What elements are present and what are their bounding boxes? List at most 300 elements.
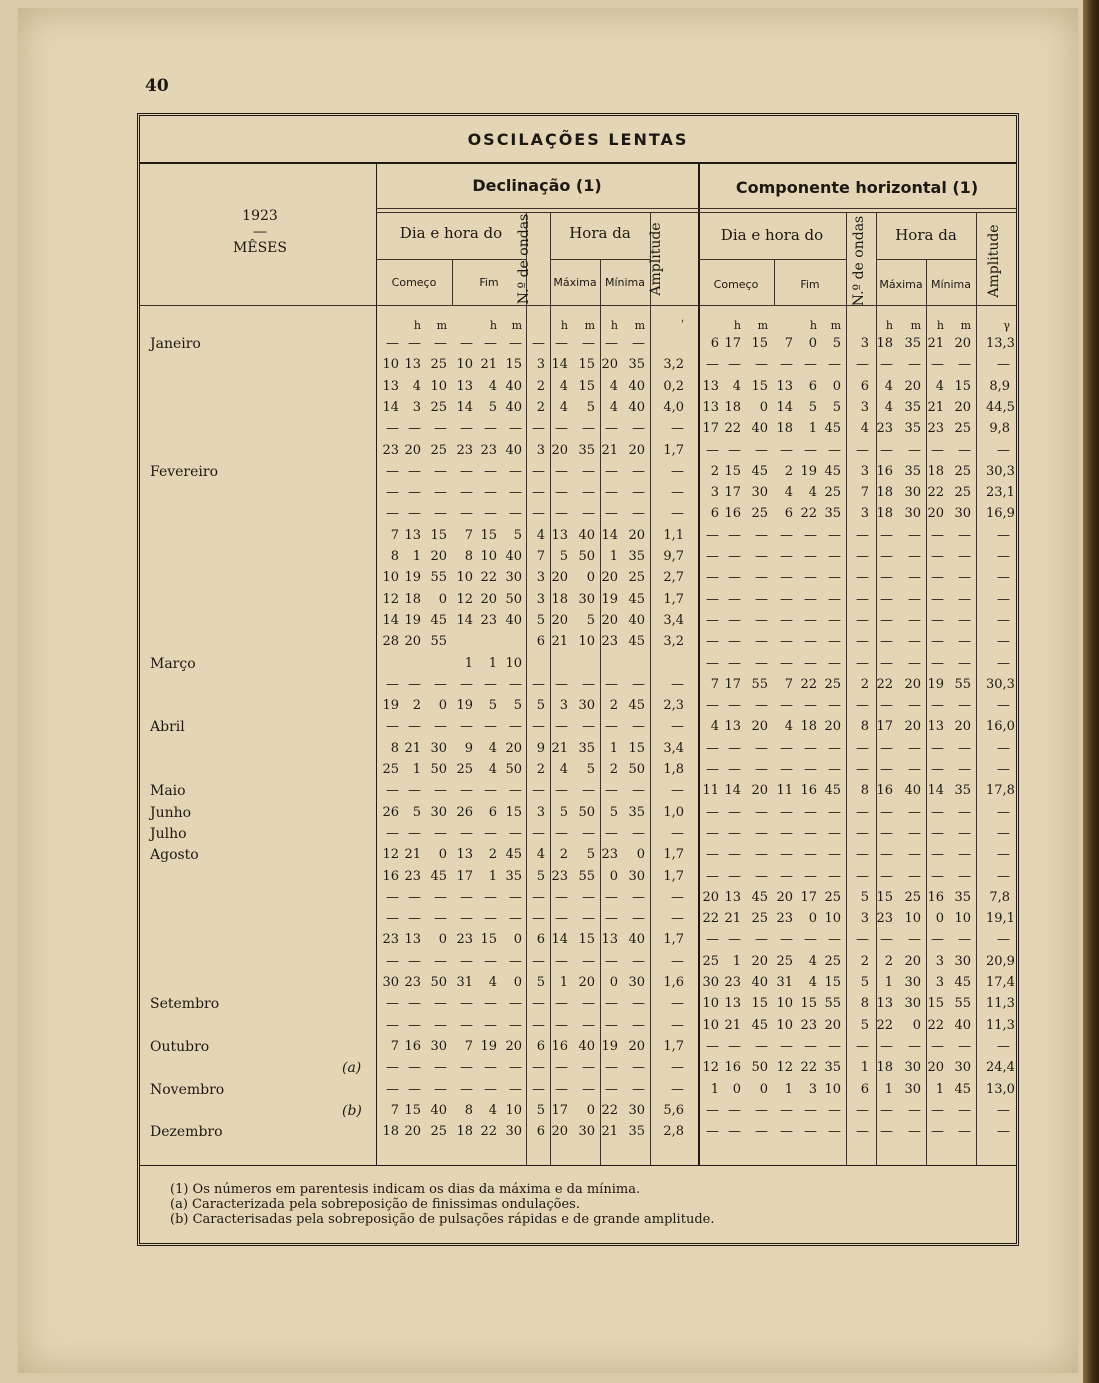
declinacao-cell: 10 xyxy=(430,379,447,394)
componente-cell: 35 xyxy=(904,421,921,436)
declinacao-cell: — xyxy=(532,1018,545,1033)
componente-cell: — xyxy=(880,357,893,372)
componente-cell: 5 xyxy=(808,400,817,415)
declinacao-cell: — xyxy=(460,1018,473,1033)
componente-cell: — xyxy=(958,570,971,585)
componente-cell: 3 xyxy=(860,911,869,926)
componente-cell: 13,3 xyxy=(986,336,1015,351)
declinacao-cell: — xyxy=(460,996,473,1011)
declinacao-cell: 2,7 xyxy=(663,570,684,585)
componente-cell: — xyxy=(828,1124,841,1139)
componente-cell: 25 xyxy=(954,485,971,500)
declinacao-cell: 35 xyxy=(628,805,645,820)
componente-cell: 11 xyxy=(702,783,719,798)
componente-cell: — xyxy=(931,357,944,372)
declinacao-cell: — xyxy=(509,826,522,841)
componente-cell: 30 xyxy=(904,1060,921,1075)
componente-cell: — xyxy=(908,869,921,884)
declinacao-cell: — xyxy=(434,996,447,1011)
declinacao-cell: 23 xyxy=(601,634,618,649)
declinacao-cell: 55 xyxy=(430,570,447,585)
componente-cell: 0 xyxy=(832,379,841,394)
declinacao-cell: — xyxy=(532,996,545,1011)
declinacao-cell: 22 xyxy=(601,1103,618,1118)
declinacao-cell: — xyxy=(460,485,473,500)
declinacao-cell: 1,7 xyxy=(663,932,684,947)
componente-cell: 40 xyxy=(904,783,921,798)
componente-cell: — xyxy=(958,443,971,458)
componente-cell: 15 xyxy=(724,464,741,479)
componente-cell: 13 xyxy=(724,719,741,734)
declinacao-cell: 5 xyxy=(536,1103,545,1118)
componente-cell: 1 xyxy=(884,1082,893,1097)
componente-cell: 13 xyxy=(724,890,741,905)
declinacao-cell: — xyxy=(605,911,618,926)
declinacao-cell: 13 xyxy=(601,932,618,947)
declinacao-cell: 13 xyxy=(551,528,568,543)
declinacao-cell: 0 xyxy=(513,932,522,947)
componente-cell: — xyxy=(997,762,1010,777)
declinacao-cell: — xyxy=(671,890,684,905)
componente-cell: 23 xyxy=(876,421,893,436)
unit-label: ʹ xyxy=(680,319,684,332)
declinacao-cell: — xyxy=(434,677,447,692)
componente-cell: 5 xyxy=(832,400,841,415)
declinacao-cell: — xyxy=(555,890,568,905)
componente-cell: 23 xyxy=(776,911,793,926)
declinacao-cell: 50 xyxy=(628,762,645,777)
declinacao-cell: — xyxy=(386,1082,399,1097)
declinacao-cell: 2 xyxy=(536,400,545,415)
componente-cell: 4 xyxy=(884,400,893,415)
declinacao-cell: 12 xyxy=(382,847,399,862)
componente-cell: — xyxy=(804,932,817,947)
componente-cell: 45 xyxy=(751,1018,768,1033)
componente-cell: 17 xyxy=(800,890,817,905)
declinacao-cell: 12 xyxy=(456,592,473,607)
componente-cell: — xyxy=(908,847,921,862)
componente-cell: 7,8 xyxy=(989,890,1010,905)
componente-cell: — xyxy=(997,528,1010,543)
decl-dia-hora-header: Dia e hora do xyxy=(399,224,503,242)
month-label: Setembro xyxy=(150,996,220,1012)
componente-cell: — xyxy=(804,805,817,820)
declinacao-cell: 4 xyxy=(488,762,497,777)
componente-cell: 3 xyxy=(860,400,869,415)
month-label: Março xyxy=(150,656,196,672)
declinacao-cell: — xyxy=(509,890,522,905)
componente-cell: — xyxy=(828,656,841,671)
componente-cell: — xyxy=(780,656,793,671)
componente-cell: 10 xyxy=(904,911,921,926)
declinacao-cell: — xyxy=(632,1082,645,1097)
declinacao-cell: 1,1 xyxy=(663,528,684,543)
componente-cell: 2 xyxy=(710,464,719,479)
declinacao-cell: — xyxy=(434,464,447,479)
componente-cell: — xyxy=(931,869,944,884)
componente-cell: 4 xyxy=(884,379,893,394)
declinacao-cell: 13 xyxy=(404,932,421,947)
componente-cell: — xyxy=(997,634,1010,649)
componente-cell: 30 xyxy=(904,996,921,1011)
componente-cell: 0 xyxy=(732,1082,741,1097)
componente-cell: 21 xyxy=(724,1018,741,1033)
componente-cell: — xyxy=(908,357,921,372)
declinacao-cell: — xyxy=(408,506,421,521)
declinacao-cell: 0 xyxy=(636,847,645,862)
declinacao-cell: — xyxy=(555,336,568,351)
year-label: 1923 xyxy=(242,208,278,224)
declinacao-cell: 6 xyxy=(488,805,497,820)
declinacao-cell: 20 xyxy=(404,1124,421,1139)
declinacao-cell: — xyxy=(555,464,568,479)
declinacao-cell: 21 xyxy=(551,741,568,756)
componente-cell: 4 xyxy=(935,379,944,394)
declinacao-cell: 18 xyxy=(551,592,568,607)
declinacao-cell: 10 xyxy=(382,570,399,585)
comp-sub-line-1 xyxy=(698,259,846,260)
declinacao-cell: 20 xyxy=(404,443,421,458)
declinacao-cell: — xyxy=(582,485,595,500)
declinacao-cell: 23 xyxy=(382,443,399,458)
componente-cell: — xyxy=(728,741,741,756)
declinacao-cell: 14 xyxy=(382,400,399,415)
declinacao-cell: 6 xyxy=(536,634,545,649)
declinacao-cell: — xyxy=(605,1018,618,1033)
componente-cell: 25 xyxy=(954,421,971,436)
declinacao-cell: — xyxy=(460,1060,473,1075)
declinacao-cell: — xyxy=(532,677,545,692)
componente-cell: 8,9 xyxy=(989,379,1010,394)
declinacao-cell: 35 xyxy=(628,357,645,372)
months-label: MÊSES xyxy=(233,240,287,256)
comp-dia-hora-header: Dia e hora do xyxy=(720,226,824,244)
declinacao-cell: 55 xyxy=(578,869,595,884)
footnote-1: (1) Os números em parentesis indicam os dias da máxima e da mínima. xyxy=(170,1182,641,1197)
declinacao-cell: — xyxy=(632,719,645,734)
declinacao-cell: 15 xyxy=(578,357,595,372)
declinacao-cell: 1,7 xyxy=(663,847,684,862)
declinacao-cell: 35 xyxy=(578,443,595,458)
decl-ondas-header: N.º de ondas xyxy=(516,213,532,305)
componente-cell: 10 xyxy=(776,996,793,1011)
declinacao-cell: 30 xyxy=(628,869,645,884)
declinacao-cell: 13 xyxy=(456,379,473,394)
componente-cell: — xyxy=(706,1039,719,1054)
componente-cell: — xyxy=(706,762,719,777)
declinacao-cell: 15 xyxy=(480,528,497,543)
componente-cell: — xyxy=(804,869,817,884)
componente-cell: — xyxy=(728,932,741,947)
declinacao-cell: — xyxy=(671,826,684,841)
componente-cell: — xyxy=(880,528,893,543)
declinacao-cell: — xyxy=(632,1060,645,1075)
componente-cell: 22 xyxy=(876,1018,893,1033)
componente-cell: — xyxy=(755,570,768,585)
declinacao-cell: 10 xyxy=(578,634,595,649)
componente-cell: — xyxy=(728,357,741,372)
componente-cell: — xyxy=(958,826,971,841)
componente-cell: — xyxy=(706,1103,719,1118)
componente-cell: 25 xyxy=(776,954,793,969)
componente-cell: 6 xyxy=(710,506,719,521)
declinacao-cell: — xyxy=(532,464,545,479)
componente-cell: — xyxy=(706,549,719,564)
comp-amplitude-header: Amplitude xyxy=(986,224,1002,298)
declinacao-cell: 20 xyxy=(404,634,421,649)
declinacao-cell: — xyxy=(555,485,568,500)
declinacao-cell: 13 xyxy=(456,847,473,862)
declinacao-cell: 4 xyxy=(536,528,545,543)
declinacao-cell: 23 xyxy=(456,443,473,458)
componente-cell: 25 xyxy=(751,506,768,521)
declinacao-cell: — xyxy=(484,506,497,521)
componente-cell: 13 xyxy=(927,719,944,734)
componente-cell: — xyxy=(755,528,768,543)
declinacao-cell: 10 xyxy=(456,357,473,372)
componente-cell: 25 xyxy=(824,677,841,692)
month-label: Junho xyxy=(150,805,192,821)
componente-cell: 19 xyxy=(800,464,817,479)
declinacao-cell: 21 xyxy=(480,357,497,372)
componente-cell: — xyxy=(804,698,817,713)
componente-cell: — xyxy=(728,443,741,458)
declinacao-cell: 2 xyxy=(609,698,618,713)
componente-cell: 3 xyxy=(710,485,719,500)
declinacao-cell: — xyxy=(605,464,618,479)
componente-cell: — xyxy=(828,762,841,777)
declinacao-cell: — xyxy=(434,336,447,351)
componente-cell: — xyxy=(997,570,1010,585)
month-label: Dezembro xyxy=(150,1124,223,1140)
month-label: Maio xyxy=(150,783,186,799)
comp-maxima-header: Máxima xyxy=(879,278,923,291)
declinacao-cell: — xyxy=(632,911,645,926)
declinacao-cell: 5,6 xyxy=(663,1103,684,1118)
componente-cell: 20 xyxy=(824,719,841,734)
declinacao-cell: 13 xyxy=(404,528,421,543)
componente-cell: — xyxy=(997,613,1010,628)
componente-cell: 0 xyxy=(935,911,944,926)
componente-cell: — xyxy=(908,762,921,777)
declinacao-cell: — xyxy=(671,485,684,500)
month-label: Outubro xyxy=(150,1039,210,1055)
componente-cell: — xyxy=(728,762,741,777)
comp-amp-sep xyxy=(976,212,977,1165)
componente-cell: — xyxy=(755,1124,768,1139)
declinacao-cell: — xyxy=(509,1082,522,1097)
declinacao-cell: 25 xyxy=(430,400,447,415)
componente-cell: 18 xyxy=(724,400,741,415)
declinacao-cell: 3,2 xyxy=(663,634,684,649)
declinacao-cell: 30 xyxy=(578,1124,595,1139)
componente-cell: 2 xyxy=(860,954,869,969)
componente-cell: 15 xyxy=(751,336,768,351)
declinacao-cell: 30 xyxy=(578,698,595,713)
declinacao-header: Declinação (1) xyxy=(472,176,602,195)
componente-cell: — xyxy=(908,634,921,649)
declinacao-cell: 4 xyxy=(488,741,497,756)
declinacao-cell: 45 xyxy=(430,613,447,628)
declinacao-cell: — xyxy=(484,421,497,436)
componente-cell: 55 xyxy=(824,996,841,1011)
componente-cell: 21 xyxy=(927,400,944,415)
declinacao-cell: 25 xyxy=(628,570,645,585)
componente-cell: 17,4 xyxy=(986,975,1015,990)
componente-cell: — xyxy=(780,613,793,628)
componente-cell: 7 xyxy=(784,677,793,692)
componente-cell: 7 xyxy=(710,677,719,692)
componente-cell: — xyxy=(958,762,971,777)
componente-cell: 10 xyxy=(824,1082,841,1097)
declinacao-cell: 3,2 xyxy=(663,357,684,372)
declinacao-cell: 1 xyxy=(609,741,618,756)
declinacao-cell: — xyxy=(582,890,595,905)
declinacao-cell: 4 xyxy=(559,400,568,415)
componente-cell: — xyxy=(880,570,893,585)
declinacao-cell: — xyxy=(386,464,399,479)
declinacao-cell: — xyxy=(408,336,421,351)
declinacao-cell: 19 xyxy=(382,698,399,713)
declinacao-cell: 18 xyxy=(404,592,421,607)
componente-cell: — xyxy=(908,1124,921,1139)
declinacao-cell: — xyxy=(434,783,447,798)
componente-cell: 17,8 xyxy=(986,783,1015,798)
declinacao-cell: 3 xyxy=(536,592,545,607)
declinacao-cell: 16 xyxy=(404,1039,421,1054)
componente-cell: — xyxy=(908,805,921,820)
componente-cell: 3 xyxy=(935,975,944,990)
declinacao-cell: 40 xyxy=(628,932,645,947)
componente-cell: — xyxy=(828,443,841,458)
componente-cell: 10 xyxy=(702,996,719,1011)
componente-cell: 21 xyxy=(724,911,741,926)
componente-cell: — xyxy=(880,741,893,756)
declinacao-cell: — xyxy=(386,826,399,841)
componente-cell: — xyxy=(706,634,719,649)
componente-cell: — xyxy=(958,869,971,884)
declinacao-cell: 7 xyxy=(390,528,399,543)
componente-cell: — xyxy=(728,698,741,713)
componente-cell: — xyxy=(728,592,741,607)
declinacao-cell: — xyxy=(671,1018,684,1033)
componente-cell: 35 xyxy=(824,506,841,521)
componente-cell: — xyxy=(931,613,944,628)
componente-cell: — xyxy=(856,1103,869,1118)
declinacao-cell: 0 xyxy=(438,847,447,862)
declinacao-cell: — xyxy=(386,1018,399,1033)
declinacao-cell: 20 xyxy=(430,549,447,564)
declinacao-cell: 20 xyxy=(551,613,568,628)
componente-cell: 25 xyxy=(824,890,841,905)
declinacao-cell: 30 xyxy=(505,570,522,585)
componente-header: Componente horizontal (1) xyxy=(735,178,979,197)
declinacao-cell: — xyxy=(408,783,421,798)
componente-cell: — xyxy=(931,847,944,862)
declinacao-cell: 14 xyxy=(456,400,473,415)
declinacao-cell: 5 xyxy=(536,613,545,628)
declinacao-cell: 5 xyxy=(536,698,545,713)
comp-fim-header: Fim xyxy=(800,278,820,291)
componente-cell: — xyxy=(780,1124,793,1139)
componente-cell: 20 xyxy=(954,336,971,351)
componente-cell: 13 xyxy=(876,996,893,1011)
componente-cell: 20 xyxy=(904,379,921,394)
componente-cell: — xyxy=(804,656,817,671)
componente-cell: 40 xyxy=(751,421,768,436)
declinacao-cell: 0 xyxy=(513,975,522,990)
componente-cell: 55 xyxy=(954,677,971,692)
componente-cell: — xyxy=(828,932,841,947)
declinacao-cell: 30 xyxy=(430,1039,447,1054)
declinacao-cell: — xyxy=(605,1060,618,1075)
componente-cell: 40 xyxy=(751,975,768,990)
declinacao-cell: 12 xyxy=(382,592,399,607)
declinacao-cell: 26 xyxy=(382,805,399,820)
componente-cell: — xyxy=(755,1103,768,1118)
declinacao-cell: — xyxy=(484,464,497,479)
month-label: Fevereiro xyxy=(150,464,219,480)
componente-cell: — xyxy=(755,869,768,884)
group-header-line xyxy=(376,208,1016,209)
componente-cell: — xyxy=(728,570,741,585)
months-divider xyxy=(376,162,377,1165)
componente-cell: 8 xyxy=(860,996,869,1011)
declinacao-cell: — xyxy=(582,464,595,479)
componente-cell: — xyxy=(931,805,944,820)
componente-cell: — xyxy=(804,357,817,372)
declinacao-cell: 5 xyxy=(488,400,497,415)
declinacao-cell: — xyxy=(671,954,684,969)
declinacao-cell: — xyxy=(408,677,421,692)
componente-cell: — xyxy=(828,805,841,820)
unit-label: m xyxy=(511,319,522,332)
componente-cell: — xyxy=(856,443,869,458)
componente-cell: — xyxy=(931,698,944,713)
componente-cell: 25 xyxy=(904,890,921,905)
componente-cell: — xyxy=(828,741,841,756)
componente-cell: — xyxy=(908,592,921,607)
declinacao-cell: — xyxy=(632,996,645,1011)
componente-cell: 7 xyxy=(860,485,869,500)
componente-cell: — xyxy=(880,613,893,628)
declinacao-cell: — xyxy=(386,954,399,969)
componente-cell: 30 xyxy=(954,1060,971,1075)
componente-cell: — xyxy=(804,443,817,458)
declinacao-cell: 40 xyxy=(628,613,645,628)
componente-cell: — xyxy=(856,613,869,628)
componente-cell: 9,8 xyxy=(989,421,1010,436)
componente-cell: — xyxy=(780,869,793,884)
componente-cell: 14 xyxy=(724,783,741,798)
componente-cell: 22 xyxy=(876,677,893,692)
footnotes xyxy=(170,1182,714,1227)
declinacao-cell: — xyxy=(632,421,645,436)
componente-cell: — xyxy=(755,613,768,628)
componente-cell: 6 xyxy=(860,1082,869,1097)
componente-cell: — xyxy=(706,741,719,756)
declinacao-cell: — xyxy=(632,826,645,841)
componente-cell: 4 xyxy=(860,421,869,436)
componente-cell: — xyxy=(997,549,1010,564)
declinacao-cell: — xyxy=(671,677,684,692)
componente-cell: 30 xyxy=(751,485,768,500)
componente-cell: — xyxy=(804,847,817,862)
componente-cell: — xyxy=(755,656,768,671)
componente-cell: — xyxy=(804,613,817,628)
componente-cell: — xyxy=(804,1103,817,1118)
declinacao-cell: — xyxy=(386,421,399,436)
